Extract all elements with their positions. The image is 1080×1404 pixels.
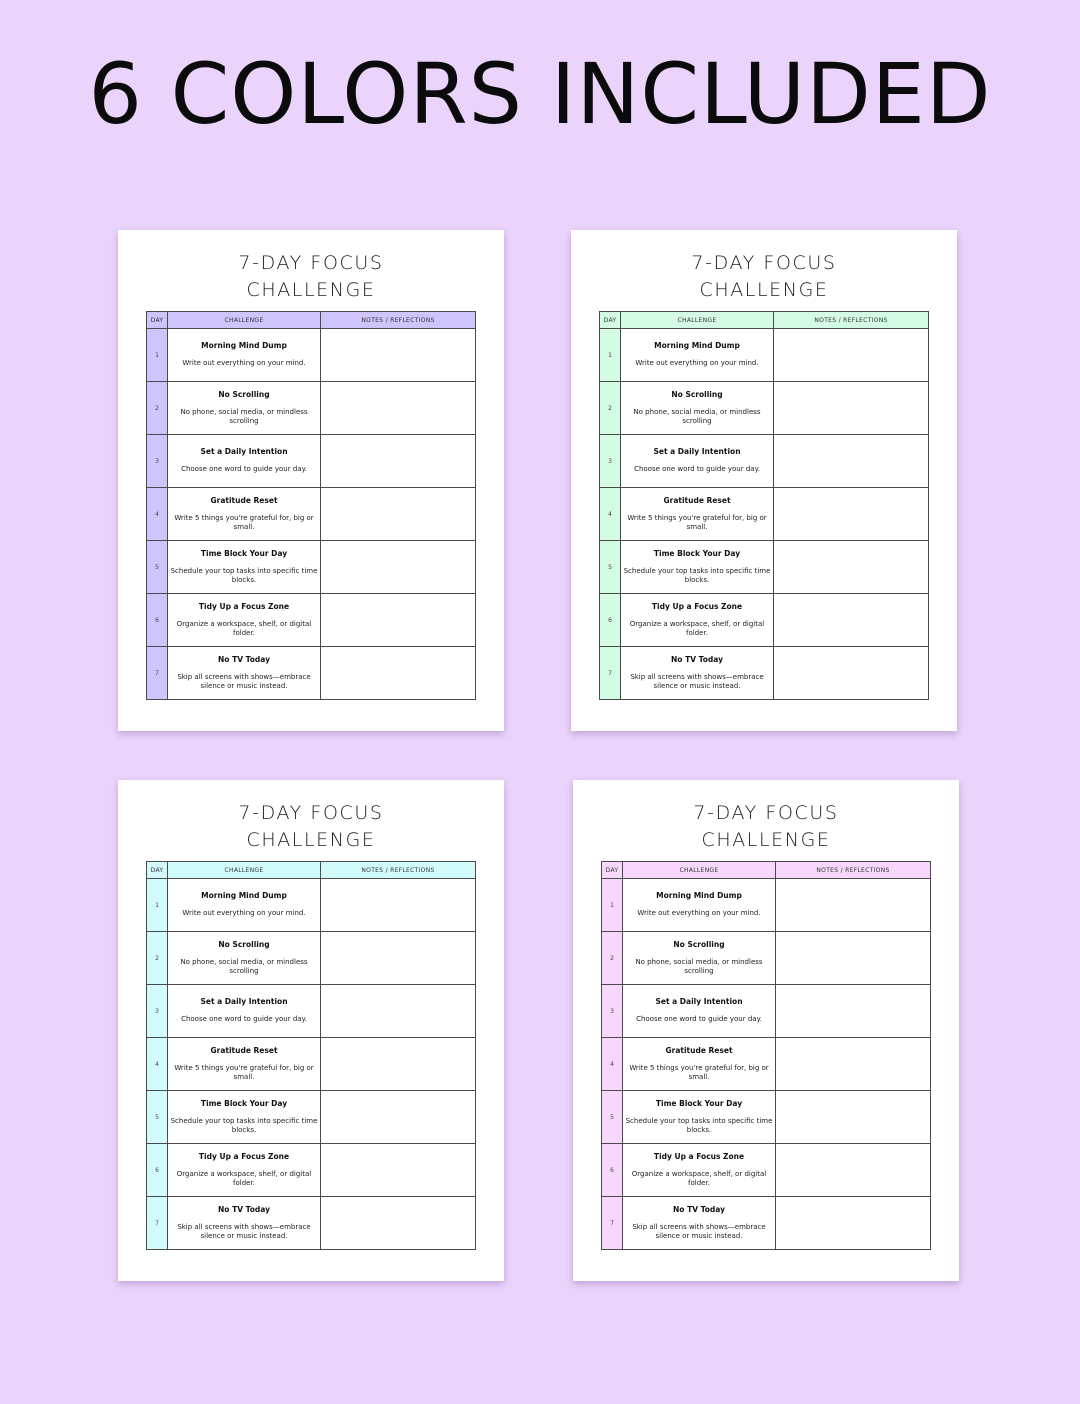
challenge-description: Write out everything on your mind. bbox=[182, 909, 306, 918]
challenge-description: Write out everything on your mind. bbox=[635, 359, 759, 368]
table-row bbox=[600, 488, 929, 541]
table-header-row bbox=[602, 862, 931, 879]
day-number: 1 bbox=[147, 879, 168, 932]
notes-cell[interactable] bbox=[321, 488, 476, 541]
challenge-cell bbox=[621, 541, 774, 594]
notes-cell[interactable] bbox=[774, 382, 929, 435]
table-row bbox=[147, 1197, 476, 1250]
table-row bbox=[600, 647, 929, 700]
table-row bbox=[147, 382, 476, 435]
table-row bbox=[602, 985, 931, 1038]
day-number: 5 bbox=[600, 541, 621, 594]
day-number: 7 bbox=[602, 1197, 623, 1250]
day-number: 1 bbox=[147, 329, 168, 382]
challenge-description: Write out everything on your mind. bbox=[637, 909, 761, 918]
day-number: 4 bbox=[147, 488, 168, 541]
sheet-title-line: 7-DAY FOCUS bbox=[238, 802, 384, 824]
table-row bbox=[147, 594, 476, 647]
notes-cell[interactable] bbox=[321, 1144, 476, 1197]
day-number: 1 bbox=[600, 329, 621, 382]
challenge-title: Set a Daily Intention bbox=[655, 997, 743, 1007]
notes-cell[interactable] bbox=[321, 1091, 476, 1144]
notes-cell[interactable] bbox=[774, 435, 929, 488]
day-number: 2 bbox=[602, 932, 623, 985]
challenge-description: Schedule your top tasks into specific time blocks. bbox=[170, 566, 318, 584]
challenge-description: Write 5 things you're grateful for, big or small. bbox=[174, 1063, 314, 1081]
notes-cell[interactable] bbox=[774, 329, 929, 382]
challenge-cell bbox=[168, 329, 321, 382]
challenge-cell bbox=[168, 985, 321, 1038]
challenge-title: No Scrolling bbox=[218, 389, 270, 399]
challenge-cell bbox=[621, 382, 774, 435]
challenge-description: Organize a workspace, shelf, or digital folder. bbox=[631, 1169, 767, 1187]
challenge-title: Morning Mind Dump bbox=[654, 341, 740, 351]
table-row bbox=[602, 1197, 931, 1250]
table-row bbox=[600, 541, 929, 594]
challenge-title: Time Block Your Day bbox=[653, 548, 741, 558]
challenge-title: No TV Today bbox=[218, 654, 270, 664]
challenge-cell bbox=[623, 1197, 776, 1250]
notes-cell[interactable] bbox=[321, 1197, 476, 1250]
challenge-title: Tidy Up a Focus Zone bbox=[653, 1151, 745, 1161]
day-number: 5 bbox=[147, 1091, 168, 1144]
challenge-description: No phone, social media, or mindless scrolling bbox=[635, 957, 763, 975]
table-header-row bbox=[147, 862, 476, 879]
challenge-cell bbox=[623, 932, 776, 985]
challenge-description: Schedule your top tasks into specific time blocks. bbox=[625, 1116, 773, 1134]
challenge-description: Choose one word to guide your day. bbox=[636, 1015, 762, 1024]
day-number: 7 bbox=[147, 647, 168, 700]
challenge-cell bbox=[168, 541, 321, 594]
table-row bbox=[147, 879, 476, 932]
day-number: 6 bbox=[600, 594, 621, 647]
notes-cell[interactable] bbox=[774, 488, 929, 541]
notes-cell[interactable] bbox=[321, 1038, 476, 1091]
challenge-title: No Scrolling bbox=[671, 389, 723, 399]
challenge-cell bbox=[168, 1144, 321, 1197]
day-number: 6 bbox=[602, 1144, 623, 1197]
challenge-title: Set a Daily Intention bbox=[653, 447, 741, 457]
day-number: 7 bbox=[147, 1197, 168, 1250]
challenge-description: Write out everything on your mind. bbox=[182, 359, 306, 368]
day-number: 6 bbox=[147, 1144, 168, 1197]
notes-cell[interactable] bbox=[321, 435, 476, 488]
challenge-description: Organize a workspace, shelf, or digital folder. bbox=[176, 1169, 312, 1187]
table-row bbox=[602, 1038, 931, 1091]
sheet-title-line: CHALLENGE bbox=[699, 279, 829, 301]
challenge-description: Choose one word to guide your day. bbox=[181, 1015, 307, 1024]
day-number: 1 bbox=[602, 879, 623, 932]
notes-column-header: NOTES / REFLECTIONS bbox=[321, 312, 476, 329]
notes-cell[interactable] bbox=[776, 1038, 931, 1091]
challenge-description: Write 5 things you're grateful for, big or small. bbox=[627, 513, 767, 531]
challenge-table bbox=[601, 861, 931, 1250]
table-row bbox=[600, 329, 929, 382]
challenge-cell bbox=[621, 647, 774, 700]
challenge-title: No TV Today bbox=[218, 1204, 270, 1214]
challenge-cell bbox=[623, 1038, 776, 1091]
challenge-column-header: CHALLENGE bbox=[168, 862, 321, 879]
notes-cell[interactable] bbox=[321, 647, 476, 700]
challenge-title: Set a Daily Intention bbox=[200, 447, 288, 457]
day-number: 3 bbox=[147, 985, 168, 1038]
table-row bbox=[600, 382, 929, 435]
table-row bbox=[147, 488, 476, 541]
table-row bbox=[602, 879, 931, 932]
challenge-description: Schedule your top tasks into specific time blocks. bbox=[623, 566, 771, 584]
challenge-description: Skip all screens with shows—embrace silence or music instead. bbox=[177, 672, 311, 690]
day-number: 4 bbox=[602, 1038, 623, 1091]
notes-cell[interactable] bbox=[321, 329, 476, 382]
table-row bbox=[147, 329, 476, 382]
table-header-row bbox=[600, 312, 929, 329]
challenge-cell bbox=[621, 594, 774, 647]
notes-column-header: NOTES / REFLECTIONS bbox=[776, 862, 931, 879]
table-row bbox=[147, 541, 476, 594]
challenge-title: Tidy Up a Focus Zone bbox=[651, 601, 743, 611]
day-number: 4 bbox=[600, 488, 621, 541]
challenge-title: Morning Mind Dump bbox=[201, 891, 287, 901]
day-number: 2 bbox=[600, 382, 621, 435]
challenge-cell bbox=[168, 435, 321, 488]
table-row bbox=[600, 435, 929, 488]
challenge-description: Organize a workspace, shelf, or digital folder. bbox=[176, 619, 312, 637]
day-column-header: DAY bbox=[147, 862, 168, 879]
notes-cell[interactable] bbox=[321, 594, 476, 647]
day-number: 5 bbox=[602, 1091, 623, 1144]
challenge-cell bbox=[168, 382, 321, 435]
table-row bbox=[600, 594, 929, 647]
notes-cell[interactable] bbox=[776, 932, 931, 985]
notes-cell[interactable] bbox=[774, 647, 929, 700]
day-column-header: DAY bbox=[602, 862, 623, 879]
sheet-title-line: 7-DAY FOCUS bbox=[693, 802, 839, 824]
challenge-description: No phone, social media, or mindless scrolling bbox=[180, 957, 308, 975]
challenge-title: Tidy Up a Focus Zone bbox=[198, 601, 290, 611]
notes-cell[interactable] bbox=[776, 1197, 931, 1250]
challenge-cell bbox=[168, 1091, 321, 1144]
challenge-title: Morning Mind Dump bbox=[201, 341, 287, 351]
challenge-cell bbox=[168, 1038, 321, 1091]
notes-cell[interactable] bbox=[321, 541, 476, 594]
challenge-description: Choose one word to guide your day. bbox=[634, 465, 760, 474]
table-row bbox=[147, 1144, 476, 1197]
challenge-cell bbox=[623, 985, 776, 1038]
notes-cell[interactable] bbox=[774, 541, 929, 594]
day-number: 7 bbox=[600, 647, 621, 700]
table-header-row bbox=[147, 312, 476, 329]
challenge-table bbox=[146, 311, 476, 700]
challenge-cell bbox=[621, 329, 774, 382]
challenge-title: Morning Mind Dump bbox=[656, 891, 742, 901]
day-number: 5 bbox=[147, 541, 168, 594]
challenge-description: No phone, social media, or mindless scrolling bbox=[633, 407, 761, 425]
day-number: 3 bbox=[602, 985, 623, 1038]
challenge-title: Gratitude Reset bbox=[210, 1045, 278, 1055]
planner-sheet-purple bbox=[118, 230, 504, 731]
table-row bbox=[602, 1091, 931, 1144]
day-number: 4 bbox=[147, 1038, 168, 1091]
challenge-cell bbox=[621, 488, 774, 541]
challenge-description: Schedule your top tasks into specific time blocks. bbox=[170, 1116, 318, 1134]
planner-sheet-pink bbox=[573, 780, 959, 1281]
table-row bbox=[147, 985, 476, 1038]
challenge-description: Write 5 things you're grateful for, big or small. bbox=[629, 1063, 769, 1081]
headline: 6 COLORS INCLUDED bbox=[88, 45, 992, 143]
challenge-cell bbox=[623, 879, 776, 932]
challenge-column-header: CHALLENGE bbox=[621, 312, 774, 329]
challenge-description: Organize a workspace, shelf, or digital folder. bbox=[629, 619, 765, 637]
day-column-header: DAY bbox=[600, 312, 621, 329]
challenge-title: Tidy Up a Focus Zone bbox=[198, 1151, 290, 1161]
sheet-title-line: CHALLENGE bbox=[246, 279, 376, 301]
challenge-cell bbox=[168, 1197, 321, 1250]
sheet-title bbox=[118, 800, 504, 854]
challenge-cell bbox=[168, 647, 321, 700]
planner-sheet-cyan bbox=[118, 780, 504, 1281]
table-row bbox=[602, 1144, 931, 1197]
day-column-header: DAY bbox=[147, 312, 168, 329]
challenge-title: No Scrolling bbox=[673, 939, 725, 949]
sheet-title-line: 7-DAY FOCUS bbox=[238, 252, 384, 274]
challenge-title: Gratitude Reset bbox=[665, 1045, 733, 1055]
table-row bbox=[147, 1038, 476, 1091]
challenge-cell bbox=[623, 1091, 776, 1144]
sheet-title-line: CHALLENGE bbox=[701, 829, 831, 851]
notes-cell[interactable] bbox=[321, 879, 476, 932]
challenge-title: Time Block Your Day bbox=[200, 548, 288, 558]
notes-cell[interactable] bbox=[776, 985, 931, 1038]
notes-cell[interactable] bbox=[321, 985, 476, 1038]
table-row bbox=[147, 932, 476, 985]
challenge-cell bbox=[168, 488, 321, 541]
challenge-cell bbox=[168, 594, 321, 647]
challenge-description: Skip all screens with shows—embrace silence or music instead. bbox=[632, 1222, 766, 1240]
challenge-description: Write 5 things you're grateful for, big or small. bbox=[174, 513, 314, 531]
sheet-title bbox=[573, 800, 959, 854]
notes-cell[interactable] bbox=[776, 1144, 931, 1197]
day-number: 3 bbox=[600, 435, 621, 488]
challenge-title: Gratitude Reset bbox=[210, 495, 278, 505]
challenge-title: Time Block Your Day bbox=[655, 1098, 743, 1108]
challenge-table bbox=[146, 861, 476, 1250]
notes-cell[interactable] bbox=[321, 932, 476, 985]
notes-column-header: NOTES / REFLECTIONS bbox=[774, 312, 929, 329]
table-row bbox=[602, 932, 931, 985]
table-row bbox=[147, 435, 476, 488]
day-number: 2 bbox=[147, 932, 168, 985]
table-row bbox=[147, 647, 476, 700]
sheet-title-line: CHALLENGE bbox=[246, 829, 376, 851]
challenge-title: Time Block Your Day bbox=[200, 1098, 288, 1108]
challenge-cell bbox=[168, 879, 321, 932]
challenge-cell bbox=[623, 1144, 776, 1197]
notes-cell[interactable] bbox=[321, 382, 476, 435]
planner-sheet-green bbox=[571, 230, 957, 731]
notes-cell[interactable] bbox=[774, 594, 929, 647]
challenge-cell bbox=[168, 932, 321, 985]
challenge-title: No TV Today bbox=[673, 1204, 725, 1214]
day-number: 6 bbox=[147, 594, 168, 647]
day-number: 2 bbox=[147, 382, 168, 435]
table-row bbox=[147, 1091, 476, 1144]
challenge-title: Set a Daily Intention bbox=[200, 997, 288, 1007]
sheet-title bbox=[118, 250, 504, 304]
challenge-title: No Scrolling bbox=[218, 939, 270, 949]
challenge-description: Skip all screens with shows—embrace silence or music instead. bbox=[177, 1222, 311, 1240]
challenge-cell bbox=[621, 435, 774, 488]
challenge-title: No TV Today bbox=[671, 654, 723, 664]
notes-cell[interactable] bbox=[776, 879, 931, 932]
notes-cell[interactable] bbox=[776, 1091, 931, 1144]
day-number: 3 bbox=[147, 435, 168, 488]
challenge-title: Gratitude Reset bbox=[663, 495, 731, 505]
challenge-column-header: CHALLENGE bbox=[623, 862, 776, 879]
challenge-description: Choose one word to guide your day. bbox=[181, 465, 307, 474]
sheet-title-line: 7-DAY FOCUS bbox=[691, 252, 837, 274]
sheet-title bbox=[571, 250, 957, 304]
challenge-description: No phone, social media, or mindless scrolling bbox=[180, 407, 308, 425]
challenge-column-header: CHALLENGE bbox=[168, 312, 321, 329]
notes-column-header: NOTES / REFLECTIONS bbox=[321, 862, 476, 879]
challenge-table bbox=[599, 311, 929, 700]
challenge-description: Skip all screens with shows—embrace silence or music instead. bbox=[630, 672, 764, 690]
